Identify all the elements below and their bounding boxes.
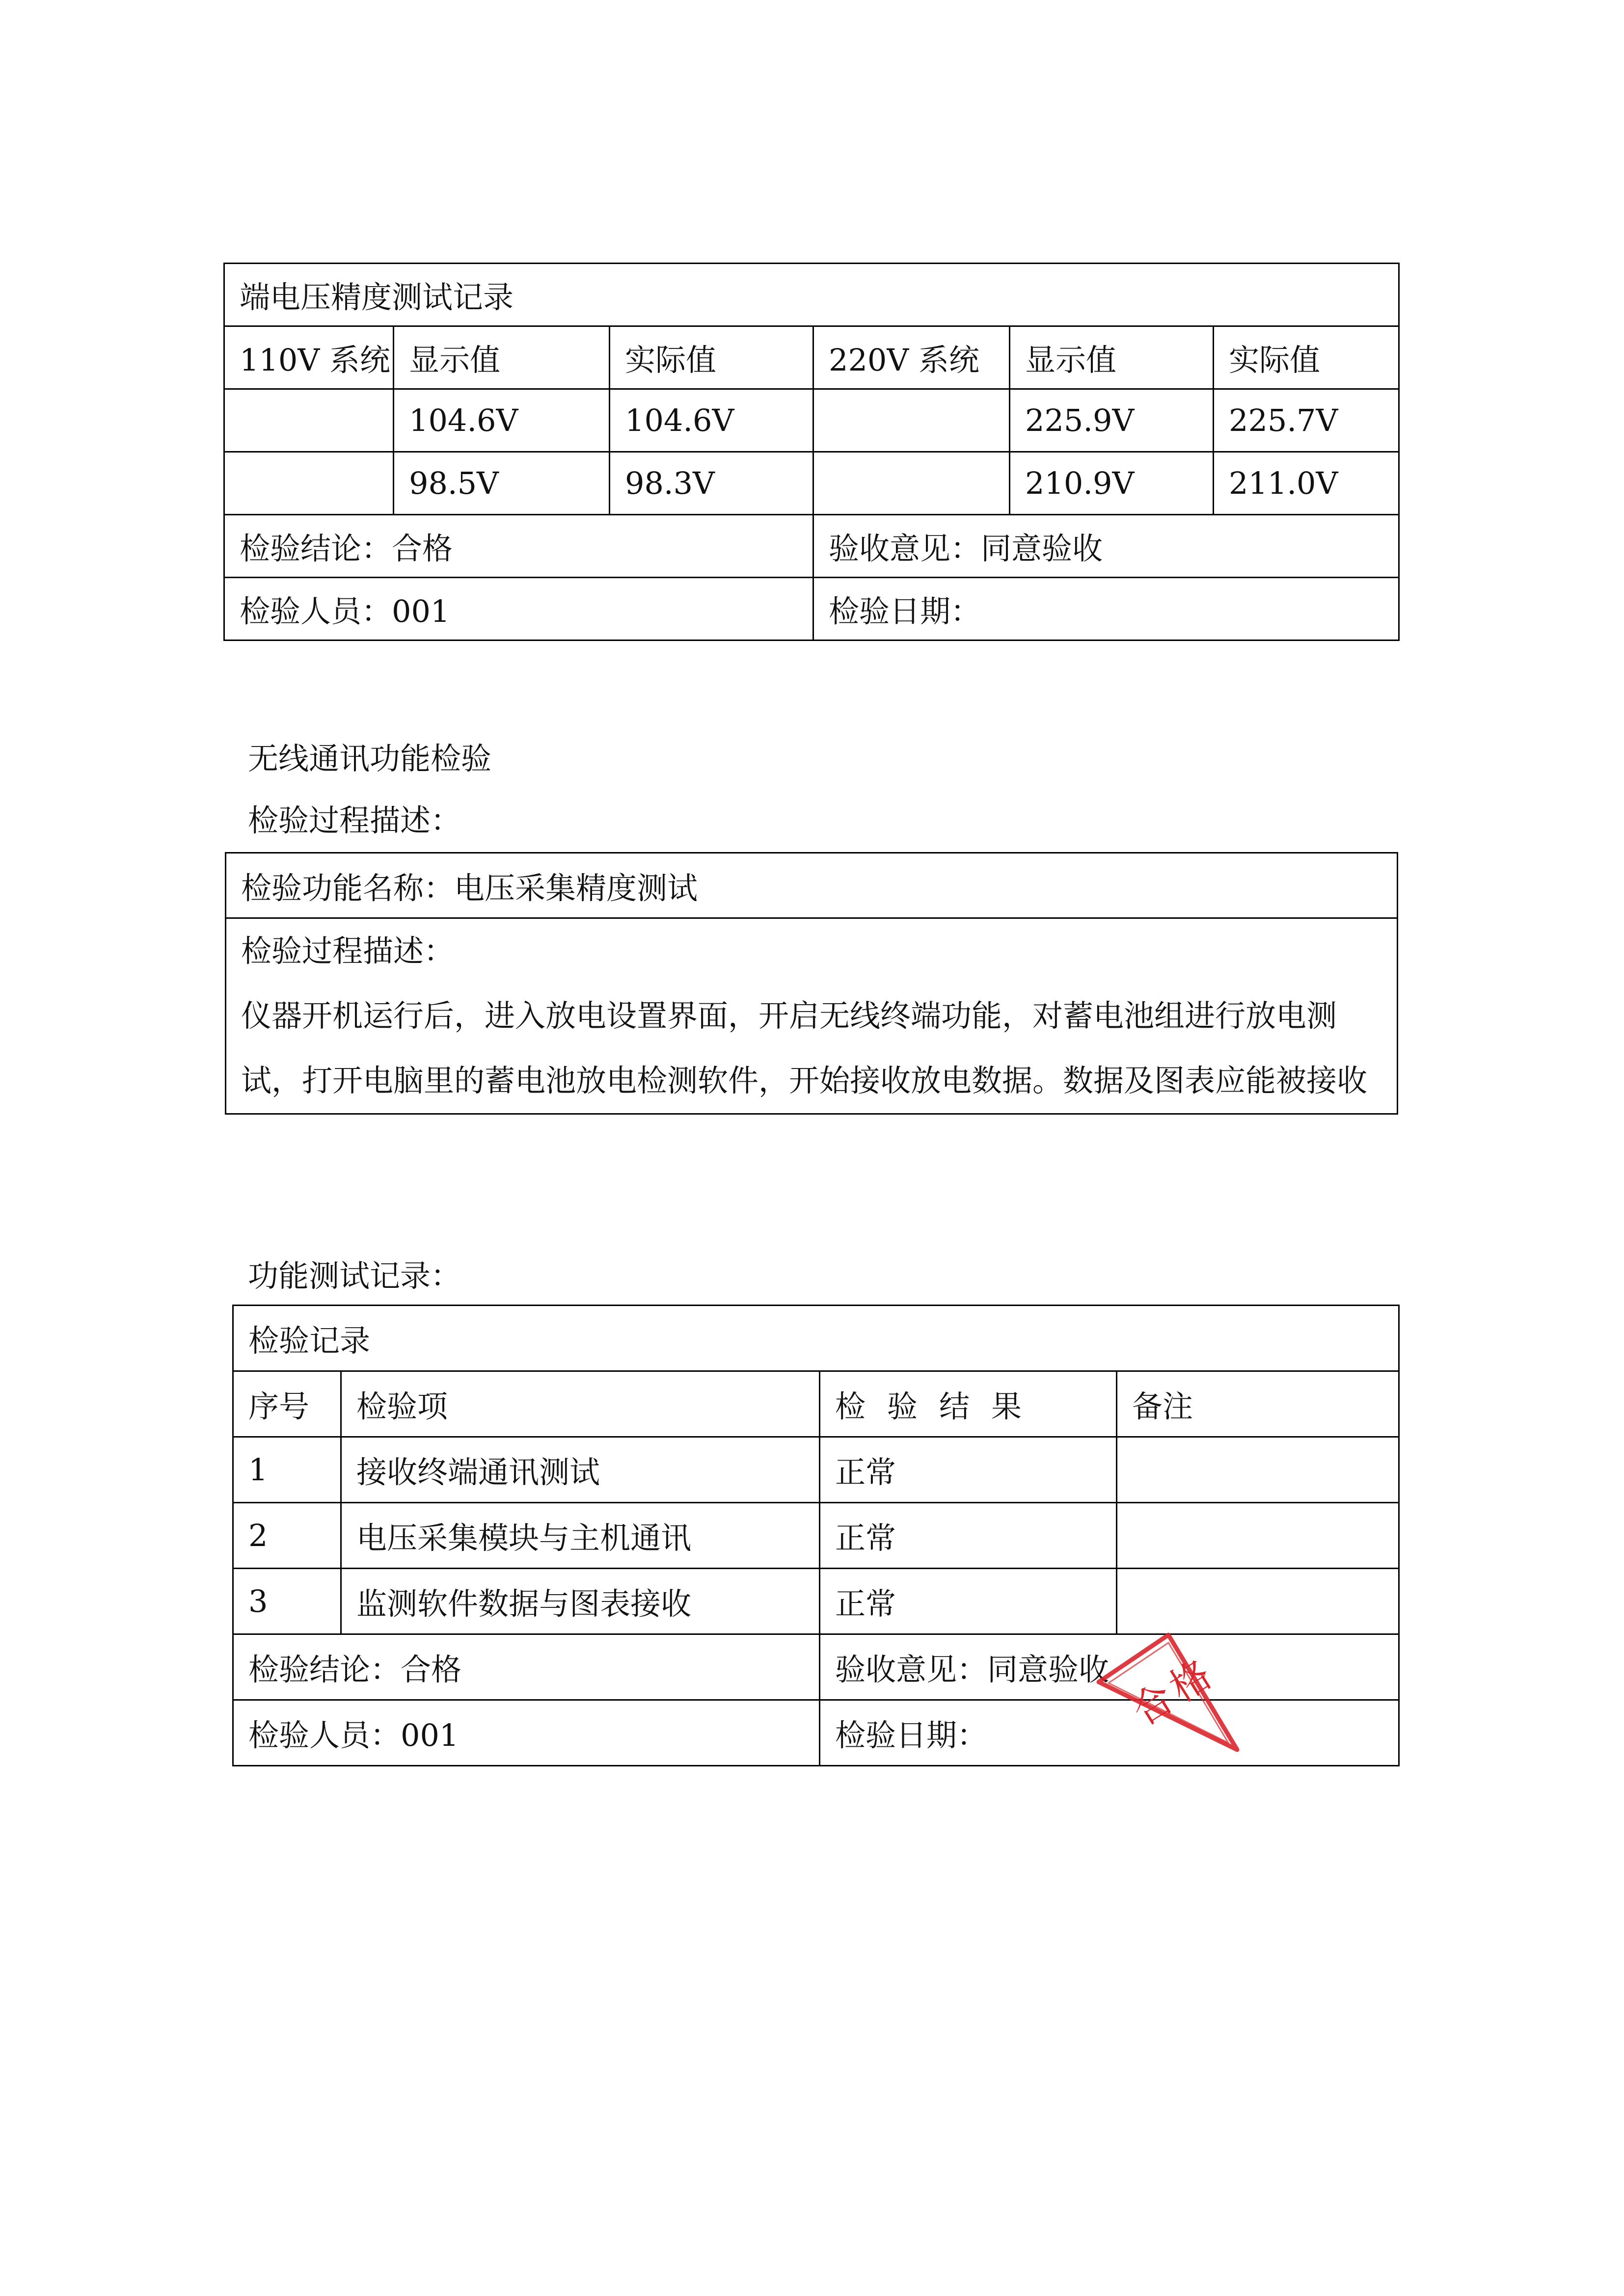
table-cell: 正常 (820, 1503, 1117, 1569)
header-cell: 220V 系统 (813, 326, 1010, 389)
function-name-cell: 检验功能名称：电压采集精度测试 (226, 853, 1398, 918)
table-cell (1117, 1503, 1399, 1569)
stamp-mark (1099, 1635, 1237, 1750)
approval-stamp (1090, 1627, 1252, 1755)
table-cell: 98.3V (610, 452, 813, 515)
process-label: 检验过程描述： (241, 933, 455, 969)
table-cell (813, 389, 1010, 452)
voltage-table-title: 端电压精度测试记录 (224, 264, 1399, 326)
table-cell: 104.6V (394, 389, 610, 452)
conclusion-cell: 检验结论：合格 (233, 1634, 820, 1700)
record-heading: 功能测试记录： (248, 1258, 461, 1294)
table-cell (224, 389, 394, 452)
process-heading: 检验过程描述： (248, 802, 461, 838)
table-row (233, 1503, 1399, 1569)
table-cell (813, 452, 1010, 515)
table-cell: 接收终端通讯测试 (341, 1437, 820, 1503)
table-cell (224, 452, 394, 515)
inspector-cell: 检验人员：001 (233, 1700, 820, 1766)
header-cell: 显示值 (394, 326, 610, 389)
table-row (224, 452, 1399, 515)
header-cell: 检验项 (341, 1371, 820, 1437)
date-cell: 检验日期： (813, 578, 1399, 641)
table-row (233, 1569, 1399, 1634)
table-header-row (224, 326, 1399, 389)
header-cell: 备注 (1117, 1371, 1399, 1437)
table-cell: 3 (233, 1569, 341, 1634)
table-cell: 正常 (820, 1437, 1117, 1503)
table-cell (1117, 1569, 1399, 1634)
process-text: 仪器开机运行后，进入放电设置界面，开启无线终端功能，对蓄电池组进行放电测试，打开电脑里的蓄电池放电检测软件，开始接收放电数据。数据及图表应能被接收 (241, 998, 1368, 1098)
stamp-text: 合格 (1124, 1649, 1223, 1735)
table-cell: 225.7V (1214, 389, 1399, 452)
table-cell: 正常 (820, 1569, 1117, 1634)
table-cell: 211.0V (1214, 452, 1399, 515)
table-cell: 225.9V (1010, 389, 1214, 452)
table-cell (1117, 1437, 1399, 1503)
date-cell: 检验日期： (820, 1700, 1399, 1766)
header-cell: 序号 (233, 1371, 341, 1437)
header-cell: 110V 系统 (224, 326, 394, 389)
header-cell: 显示值 (1010, 326, 1214, 389)
header-cell: 实际值 (610, 326, 813, 389)
table-cell: 104.6V (610, 389, 813, 452)
opinion-cell: 验收意见：同意验收 (820, 1634, 1399, 1700)
section-title: 无线通讯功能检验 (248, 741, 492, 776)
opinion-cell: 验收意见：同意验收 (813, 515, 1399, 578)
table-row (233, 1437, 1399, 1503)
inspector-cell: 检验人员：001 (224, 578, 813, 641)
header-cell: 检验结果 (820, 1371, 1117, 1437)
table-cell: 电压采集模块与主机通讯 (341, 1503, 820, 1569)
conclusion-cell: 检验结论：合格 (224, 515, 813, 578)
process-description-cell (226, 918, 1398, 1114)
table-cell: 210.9V (1010, 452, 1214, 515)
voltage-accuracy-table (223, 263, 1400, 641)
record-table-title: 检验记录 (233, 1306, 1399, 1371)
process-description-table (225, 852, 1398, 1115)
table-cell: 2 (233, 1503, 341, 1569)
table-cell: 98.5V (394, 452, 610, 515)
table-cell: 监测软件数据与图表接收 (341, 1569, 820, 1634)
table-row (224, 389, 1399, 452)
table-header-row (233, 1371, 1399, 1437)
table-cell: 1 (233, 1437, 341, 1503)
header-cell: 实际值 (1214, 326, 1399, 389)
